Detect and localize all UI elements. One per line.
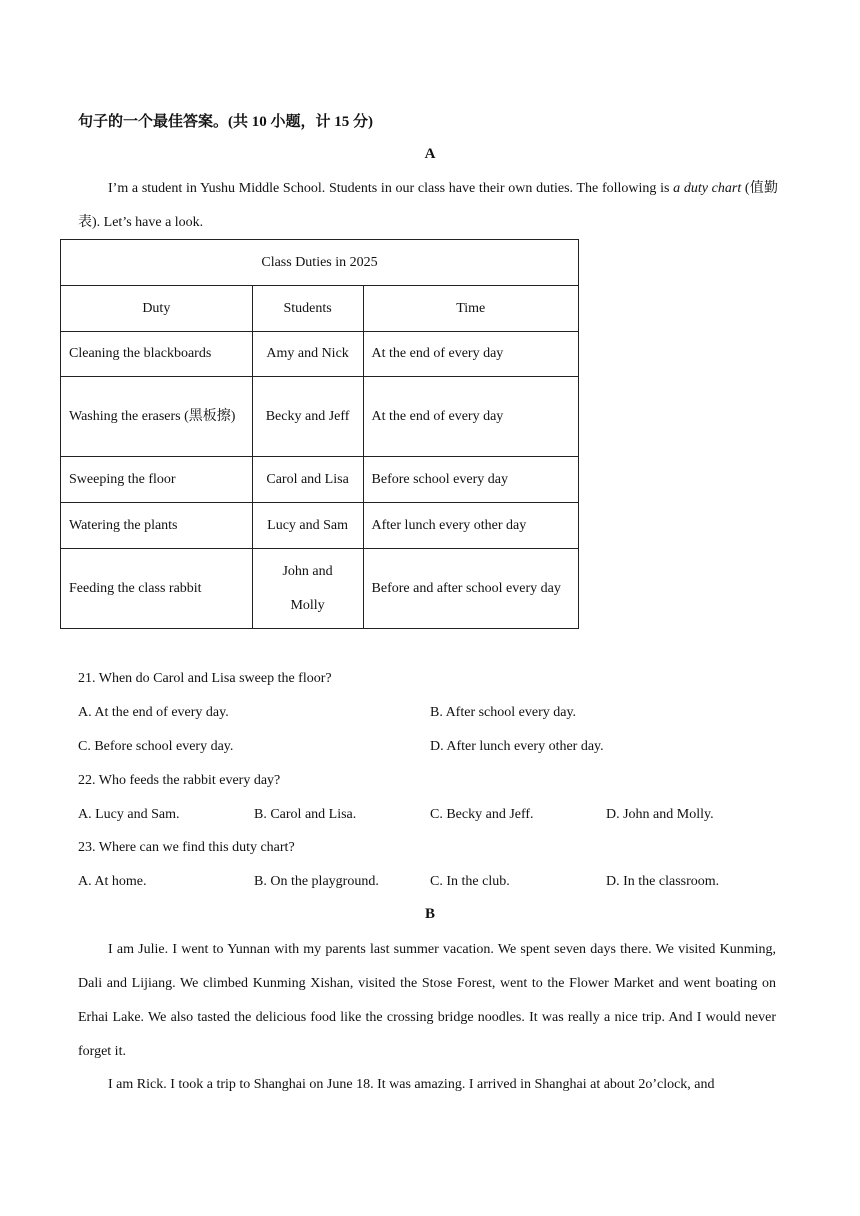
option-21-a: A. At the end of every day. xyxy=(78,705,229,720)
option-21-b: B. After school every day. xyxy=(430,705,577,720)
option-22-a: A. Lucy and Sam. xyxy=(78,807,180,822)
section-b-letter: B xyxy=(424,906,435,922)
students-cell: Lucy and Sam xyxy=(252,503,363,549)
section-a-letter: A xyxy=(424,146,436,162)
duty-cell: Watering the plants xyxy=(61,503,253,549)
option-23-c: C. In the club. xyxy=(430,874,510,889)
table-header-cell: Time xyxy=(363,286,578,332)
students-cell: John and Molly xyxy=(252,549,363,629)
table-header-row xyxy=(61,286,579,332)
section-a-intro xyxy=(78,172,778,240)
option-21-c: C. Before school every day. xyxy=(78,739,234,754)
question-22: 22. Who feeds the rabbit every day? xyxy=(78,773,281,788)
section-b-paragraph-2: I am Rick. I took a trip to Shanghai on June 18. It was amazing. I arrived in Shanghai at about 2o’clock, and xyxy=(108,1077,715,1092)
duty-cell: Sweeping the floor xyxy=(61,457,253,503)
time-cell: After lunch every other day xyxy=(363,503,578,549)
intro-text-2: (值勤表). Let’s have a look. xyxy=(78,181,778,230)
duty-cell: Cleaning the blackboards xyxy=(61,332,253,377)
option-23-b: B. On the playground. xyxy=(254,874,379,889)
option-22-d: D. John and Molly. xyxy=(606,807,714,822)
option-22-b: B. Carol and Lisa. xyxy=(254,807,357,822)
time-cell: Before and after school every day xyxy=(363,549,578,629)
table-row xyxy=(61,503,579,549)
time-cell: Before school every day xyxy=(363,457,578,503)
table-row xyxy=(61,332,579,377)
section-heading: 句子的一个最佳答案。(共 10 小题，计 15 分) xyxy=(78,114,373,130)
duty-cell: Feeding the class rabbit xyxy=(61,549,253,629)
option-23-a: A. At home. xyxy=(78,874,147,889)
section-b-paragraph-1: I am Julie. I went to Yunnan with my parents last summer vacation. We spent seven days there. We visited Kunming, Dali and Lijiang. We climbed Kunming Xishan, visited the Stose Forest, went to the Flower Market and went boating on Erhai Lake. We also tasted the delicious food like the crossing bridge noodles. It was really a nice trip. And I would never forget it. xyxy=(78,942,776,1059)
question-23: 23. Where can we find this duty chart? xyxy=(78,840,295,855)
intro-text-1: I’m a student in Yushu Middle School. Students in our class have their own duties. The following is xyxy=(108,181,674,196)
table-header-cell: Duty xyxy=(61,286,253,332)
table-title: Class Duties in 2025 xyxy=(61,240,579,286)
time-cell: At the end of every day xyxy=(363,377,578,457)
students-cell: Becky and Jeff xyxy=(252,377,363,457)
duty-chart-table xyxy=(60,239,579,629)
duty-cell: Washing the erasers (黑板擦) xyxy=(61,377,253,457)
option-23-d: D. In the classroom. xyxy=(606,874,720,889)
time-cell: At the end of every day xyxy=(363,332,578,377)
question-21: 21. When do Carol and Lisa sweep the floor? xyxy=(78,671,332,686)
table-header-cell: Students xyxy=(252,286,363,332)
table-row xyxy=(61,549,579,629)
table-row xyxy=(61,377,579,457)
students-cell: Carol and Lisa xyxy=(252,457,363,503)
table-row xyxy=(61,457,579,503)
option-21-d: D. After lunch every other day. xyxy=(430,739,604,754)
intro-italic-term: a duty chart xyxy=(673,181,742,196)
option-22-c: C. Becky and Jeff. xyxy=(430,807,534,822)
students-cell: Amy and Nick xyxy=(252,332,363,377)
